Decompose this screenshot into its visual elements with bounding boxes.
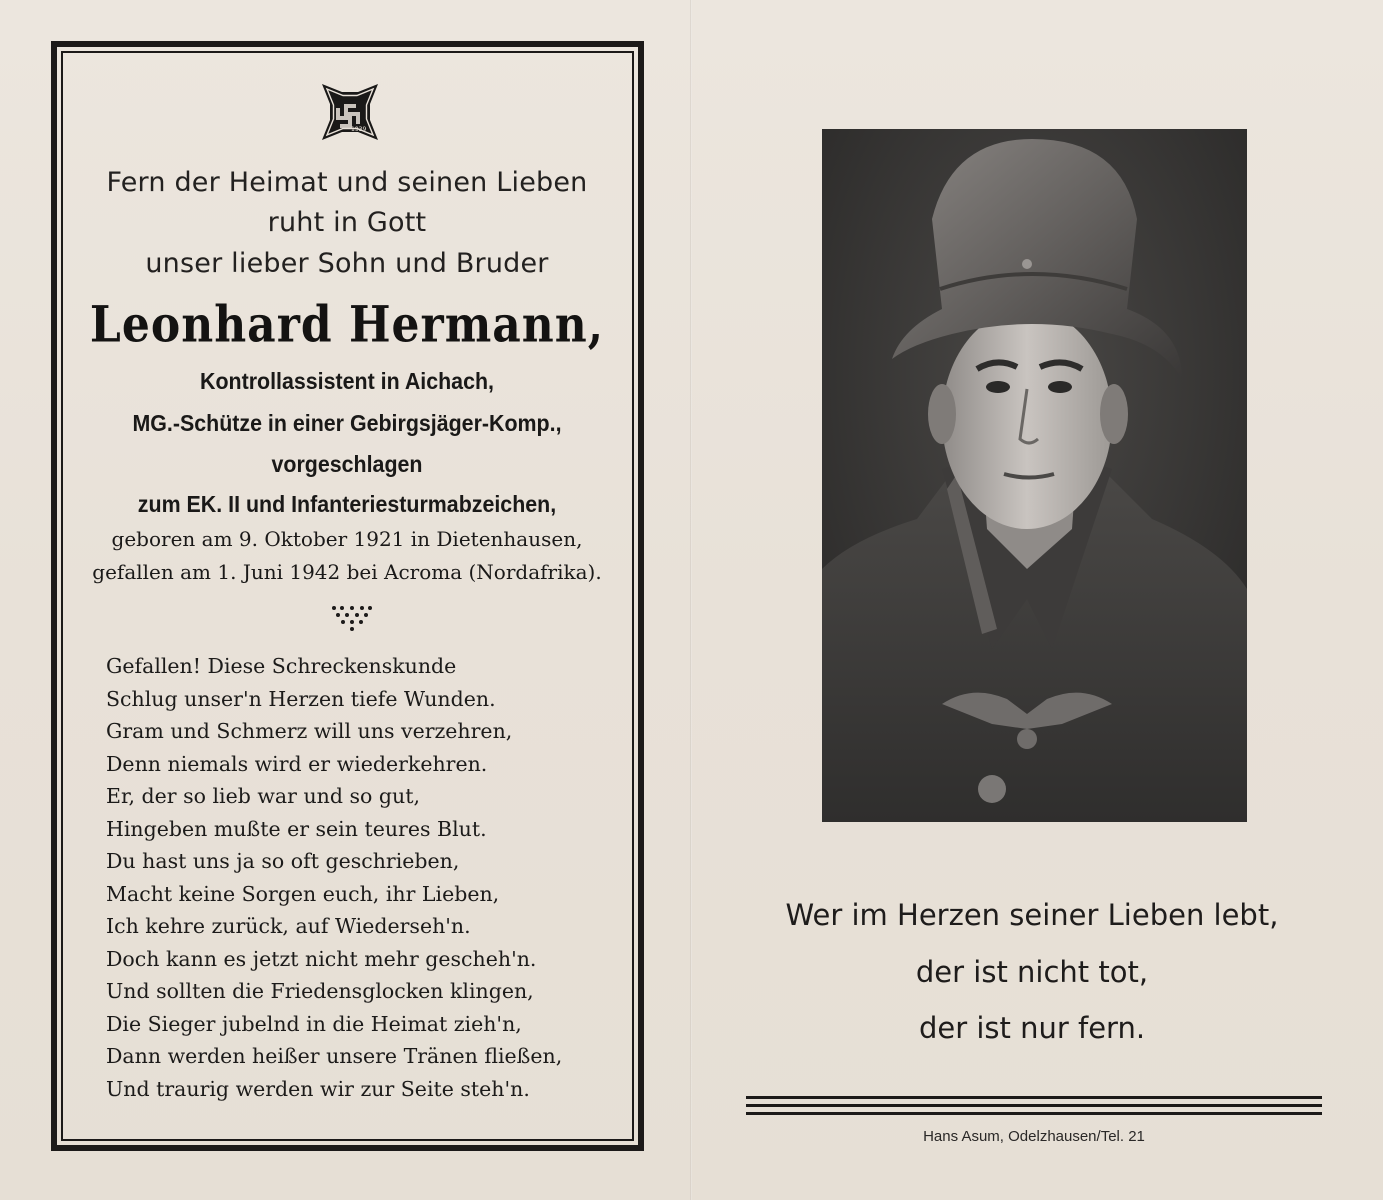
intro-line-2: ruht in Gott [267, 207, 427, 238]
poem-line: Dann werden heißer unsere Tränen fließen, [106, 1044, 563, 1068]
center-fold [690, 0, 692, 1200]
poem-line: Die Sieger jubelnd in die Heimat zieh'n, [106, 1011, 522, 1036]
poem-line: Hingeben mußte er sein teures Blut. [106, 816, 487, 841]
cross-year: 1939 [351, 126, 367, 133]
quote-line-1: Wer im Herzen seiner Lieben lebt, [785, 898, 1279, 932]
poem-line: Gefallen! Diese Schreckenskunde [106, 654, 457, 678]
quote-line-2: der ist nicht tot, [915, 955, 1149, 989]
intro-line-3: unser lieber Sohn und Bruder [145, 248, 549, 279]
poem-line: Er, der so lieb war und so gut, [106, 784, 420, 808]
poem-line: Und traurig werden wir zur Seite steh'n. [106, 1076, 530, 1101]
birth-line: geboren am 9. Oktober 1921 in Dietenhausen, [111, 527, 583, 551]
deceased-name: Leonhard Hermann, [89, 296, 605, 355]
intro-line-1: Fern der Heimat und seinen Lieben [106, 167, 588, 198]
printer-credit: Hans Asum, Odelzhausen/Tel. 21 [923, 1128, 1145, 1145]
poem-line: Gram und Schmerz will uns verzehren, [106, 719, 513, 743]
poem-line: Macht keine Sorgen euch, ihr Lieben, [106, 881, 500, 906]
detail-occupation: Kontrollassistent in Aichach, [200, 368, 494, 394]
poem [106, 650, 626, 1105]
detail-awards: zum EK. II und Infanteriesturmabzeichen, [137, 491, 557, 517]
iron-cross-icon [318, 80, 382, 144]
detail-unit: MG.-Schütze in einer Gebirgsjäger-Komp., [132, 410, 562, 436]
portrait-photo [822, 129, 1247, 822]
quote-line-3: der ist nur fern. [918, 1011, 1146, 1045]
poem-line: Ich kehre zurück, auf Wiederseh'n. [106, 914, 471, 938]
poem-line: Denn niemals wird er wiederkehren. [106, 751, 488, 776]
death-line: gefallen am 1. Juni 1942 bei Acroma (Nordafrika). [92, 560, 602, 584]
poem-line: Schlug unser'n Herzen tiefe Wunden. [106, 686, 496, 711]
detail-proposed: vorgeschlagen [271, 451, 423, 477]
poem-line: Doch kann es jetzt nicht mehr gescheh'n. [106, 946, 537, 971]
poem-line: Und sollten die Friedensglocken klingen, [106, 979, 534, 1003]
decorative-rules [746, 1096, 1322, 1118]
ornament-icon [330, 604, 374, 632]
poem-line: Du hast uns ja so oft geschrieben, [106, 849, 460, 873]
